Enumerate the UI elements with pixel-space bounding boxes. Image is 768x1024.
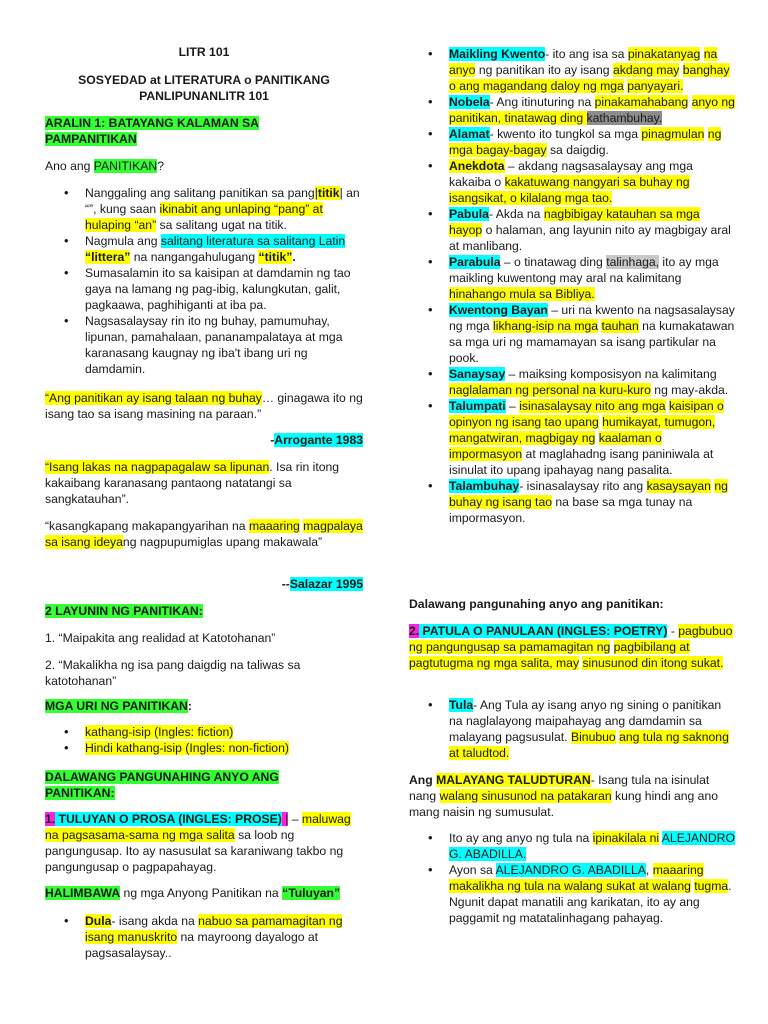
maikling-hl1: pinakatanyag <box>627 47 701 61</box>
malaya-b2-text2: , <box>645 863 653 877</box>
maikling-text1: - ito ang isa sa <box>545 47 628 61</box>
quote-3-hl2: magpalaya sa isang ideya <box>45 519 363 549</box>
maikling-hl4: banghay o ang magandang daloy ng mga <box>449 63 730 93</box>
b2-hl1: salitang literatura sa salitang Latin <box>160 234 346 248</box>
quote-3-text2: ng nagpupumiglas upang makawala” <box>122 535 323 549</box>
quote-1-rest: … ginagawa ito ng isang tao sa isang masining na paraan.” <box>45 391 363 421</box>
quote-2-hl: “Isang lakas na nagpapagalaw sa lipunan <box>45 460 270 474</box>
malaya-b2-hl1: ALEJANDRO G. ABADILLA <box>495 863 646 877</box>
malaya-text1: - Isang tula na isinulat nang <box>409 773 710 803</box>
nobela-hl1: pinakamahabang <box>594 95 689 109</box>
talambuhay-hl1: kasaysayan <box>646 479 711 493</box>
malaya-hl1: walang sinusunod na patakaran <box>439 789 612 803</box>
halimbawa-hl: HALIMBAWA <box>45 886 121 900</box>
talambuhay-text1: - isinasalaysay rito ang <box>519 479 647 493</box>
patula-paragraph <box>409 623 735 671</box>
doc-title-line1: SOSYEDAD at LITERATURA o PANITIKANG <box>78 73 330 87</box>
b1-hl1: ikinabit ang unlaping “pang” at <box>159 202 323 216</box>
malaya-b2-hl4: tugma <box>694 879 729 893</box>
b1-text2: an “”, kung saan <box>85 186 360 216</box>
alamat-text1: - kwento ito tungkol sa mga <box>489 127 642 141</box>
nobela-hl3: kathambuhay. <box>586 111 663 125</box>
author-1-dash: - <box>270 433 275 447</box>
prosa-paragraph <box>45 811 363 875</box>
kwentong-text2: na kumakatawan sa mga uri ng mamamayan sa isang partikular na pook. <box>449 319 735 365</box>
kwentong-text1: – uri na kwento na nagsasalaysay ng mga <box>449 303 735 333</box>
malaya-ang: Ang <box>409 773 437 787</box>
talumpati-term: Talumpati <box>449 399 506 413</box>
author-2-dash: -- <box>281 577 290 591</box>
anyo-heading-a: DALAWANG PANGUNAHING ANYO ANG <box>45 770 279 784</box>
tula-bullets <box>409 697 735 761</box>
dula-text2: na mayroong dayalogo at pagsasalaysay.. <box>85 930 319 960</box>
tula-hl1: Binubuo <box>570 730 616 744</box>
uri-heading-text: MGA URI NG PANITIKAN <box>45 699 188 713</box>
talumpati-hl2: kaisipan o opinyon ng isang tao upang <box>449 399 724 429</box>
anekdota-term: Anekdota <box>449 159 505 173</box>
doc-title-line2: PANLIPUNANLITR 101 <box>139 89 269 103</box>
pabula-hl2: hayop <box>449 223 483 237</box>
b2-hl3: “titik” <box>258 250 293 264</box>
sanaysay-text1: – maiksing komposisyon na kalimitang <box>505 367 717 381</box>
anyo-heading <box>45 769 363 801</box>
pabula-term: Pabula <box>449 207 489 221</box>
b2-text3: . <box>292 250 296 264</box>
maikling-term: Maikling Kwento <box>449 47 546 61</box>
malaya-text2: kung hindi ang ano mang naisin ng sumusulat. <box>409 789 719 819</box>
talambuhay-text2: na base sa mga tunay na impormasyon. <box>449 495 693 525</box>
aralin-heading-b: PAMPANITIKAN <box>45 132 137 146</box>
talumpati-hl1: isinasalaysay nito ang mga <box>519 399 666 413</box>
kwentong-hl1: likhang-isip na mga <box>493 319 599 333</box>
patula-dash: - <box>667 624 675 638</box>
maikling-text2: ng panitikan ito ay isang <box>475 63 613 77</box>
b2-hl2: “littera” <box>85 250 131 264</box>
list-item <box>45 233 363 265</box>
patula-intro: Dalawang pangunahing anyo ang panitikan: <box>409 597 664 611</box>
panitikan-bullets <box>45 185 363 377</box>
quote-3-text1: “kasangkapang makapangyarihan na <box>45 519 249 533</box>
malaya-b2-text3: . Ngunit dapat manatili ang karikatan, ito ay ang paggamit ng matatalinhagang pahayag. <box>449 879 732 925</box>
list-item <box>45 913 363 961</box>
patula-hl3: sinusunod din itong sukat. <box>582 656 724 670</box>
list-item <box>45 185 363 233</box>
layunin-heading <box>45 603 363 619</box>
nobela-hl2: anyo ng panitikan, tinatawag ding <box>449 95 735 125</box>
author-1-name: Arrogante 1983 <box>274 433 363 447</box>
prosa-number: 1. <box>45 812 56 826</box>
list-item <box>409 254 735 302</box>
list-item <box>409 478 735 526</box>
tula-text1: - Ang Tula ay isang anyo ng sining o panitikan na naglalayong maipahayag ang damdamin sa malayang pagsusulat. <box>449 698 722 744</box>
aralin-heading-a: ARALIN 1: BATAYANG KALAMAN SA <box>45 116 259 130</box>
dula-text1: - isang akda na <box>111 914 199 928</box>
talumpati-hl3: humikayat, tumugon, mangatwiran, magbigay ng <box>449 415 716 445</box>
maikling-hl3: akdang may <box>612 63 680 77</box>
pabula-hl1: nagbibigay katauhan sa mga <box>543 207 700 221</box>
question-pre: Ano ang <box>45 159 94 173</box>
uri-heading-colon: : <box>187 699 192 713</box>
uri-item-1: kathang-isip (Ingles: fiction) <box>85 725 234 739</box>
layunin-item-1: 1. “Maipakita ang realidad at Katotohanan” <box>45 631 276 645</box>
halimbawa-line <box>45 885 363 901</box>
talumpati-text1: – <box>505 399 520 413</box>
malaya-bullets <box>409 830 735 926</box>
author-2-name: Salazar 1995 <box>289 577 363 591</box>
talumpati-text2: at maglahadng isang paniniwala at isinulat ito upang ipahayag nang pasalita. <box>449 447 714 477</box>
list-item <box>409 158 735 206</box>
quote-1-hl: “Ang panitikan ay isang talaan ng buhay <box>45 391 262 405</box>
patula-hl2: pagbibilang at pagtutugma ng mga salita, may <box>409 640 690 670</box>
quote-3-hl1: maaaring <box>248 519 300 533</box>
alamat-hl1: pinagmulan <box>641 127 705 141</box>
dula-hl1: nabuo sa pamamagitan ng <box>198 914 343 928</box>
patula-heading: PATULA O PANULAAN (INGLES: POETRY) <box>419 624 668 638</box>
quote-3 <box>45 518 363 550</box>
list-item <box>409 398 735 478</box>
pabula-text2: o halaman, ang layunin nito ay magbigay aral at manlibang. <box>449 223 731 253</box>
parabula-hl1: talinhaga, <box>606 255 660 269</box>
maikling-hl5: panyayari. <box>627 79 684 93</box>
sanaysay-text2: ng may-akda. <box>650 383 729 397</box>
b1-titik: titik <box>317 186 340 200</box>
list-item: • Nagsasalaysay rin ito ng buhay, pamumuhay, lipunan, pamahalaan, pananampalataya at mga karanasang kaugnay ng iba't ibang uri ng damdamin. <box>45 313 363 377</box>
list-item <box>45 724 363 740</box>
anekdota-hl1: kakatuwang nangyari sa buhay ng <box>504 175 690 189</box>
kwentong-hl2: tauhan <box>601 319 639 333</box>
question-hl: PANITIKAN <box>93 159 158 173</box>
list-item <box>45 740 363 756</box>
malaya-b1-text1: Ito ay ang anyo ng tula na <box>449 831 593 845</box>
prosa-rest: sa loob ng pangungusap. Ito ay nasusulat sa karaniwang takbo ng pangungusap o pagpapahayag. <box>45 828 344 874</box>
sanaysay-term: Sanaysay <box>449 367 506 381</box>
malaya-b1-hl2: ALEJANDRO G. ABADILLA. <box>449 831 735 861</box>
list-item <box>409 366 735 398</box>
prosa-hl1: maluwag <box>301 812 351 826</box>
patula-number: 2. <box>409 624 420 638</box>
malaya-b1-hl1: ipinakilala ni <box>592 831 660 845</box>
alamat-term: Alamat <box>449 127 490 141</box>
parabula-text1: – o tinatawag ding <box>500 255 607 269</box>
layunin-item-2: 2. “Makalikha ng isa pang daigdig na taliwas sa katotohanan” <box>45 658 301 688</box>
dula-hl2: isang manuskrito <box>85 930 178 944</box>
list-item <box>409 94 735 126</box>
aralin-heading <box>45 115 363 147</box>
anekdota-hl2: isangsikat, o kilalang mga tao. <box>449 191 613 205</box>
uri-heading <box>45 698 363 714</box>
list-item <box>409 862 735 926</box>
b1-text1: Nanggaling ang salitang panitikan sa pang <box>85 186 315 200</box>
malaya-b2-hl3: makalikha ng tula na walang sukat at walang <box>449 879 691 893</box>
alamat-hl2: ng mga bagay-bagay <box>449 127 722 157</box>
dula-term: Dula <box>85 914 112 928</box>
author-2 <box>45 576 363 592</box>
b1-hl2: hulaping “an” <box>85 218 157 232</box>
b2-text1: Nagmula ang <box>85 234 161 248</box>
malaya-heading: MALAYANG TALUDTURAN <box>436 773 591 787</box>
anekdota-text1: – akdang nagsasalaysay ang mga kakaiba o <box>449 159 693 189</box>
list-item <box>409 206 735 254</box>
malaya-paragraph <box>409 772 735 820</box>
prosa-hl2: na pagsasama-sama ng mga salita <box>45 828 235 842</box>
question <box>45 158 363 174</box>
talumpati-hl4: kaalaman o impormasyon <box>449 431 662 461</box>
quote-2-rest: . Isa rin itong kakaibang karanasang pantaong natatangi sa sangkatauhan”. <box>45 460 340 506</box>
talambuhay-term: Talambuhay <box>449 479 520 493</box>
parabula-term: Parabula <box>449 255 501 269</box>
quote-2 <box>45 459 363 507</box>
b1-bar1: | <box>314 186 318 200</box>
anyo-list <box>409 46 735 526</box>
pabula-text1: - Akda na <box>488 207 544 221</box>
list-item: • Sumasalamin ito sa kaisipan at damdamin ng tao gaya na lamang ng pag-ibig, kalungkutan, galit, pagkaawa, paghihiganti at iba pa. <box>45 265 363 313</box>
list-item <box>409 302 735 366</box>
patula-hl1: pagbubuo ng pangungusap sa pamamagitan ng <box>409 624 733 654</box>
quote-1 <box>45 390 363 422</box>
b1-bar2: | <box>339 186 343 200</box>
b1-text3: sa salitang ugat na titik. <box>156 218 287 232</box>
tula-hl2: ang tula ng saknong at taludtod. <box>449 730 729 760</box>
prosa-heading: TULUYAN O PROSA (INGLES: PROSE) <box>55 812 282 826</box>
list-item <box>409 697 735 761</box>
prosa-dash: – <box>288 812 302 826</box>
sanaysay-hl1: naglalaman ng personal na kuru-kuro <box>449 383 651 397</box>
malaya-b2-hl2: maaaring <box>652 863 704 877</box>
alamat-text2: sa daigdig. <box>546 143 609 157</box>
tula-term: Tula <box>449 698 474 712</box>
anyo-heading-b: PANITIKAN: <box>45 786 115 800</box>
nobela-term: Nobela <box>449 95 490 109</box>
list-item <box>409 46 735 94</box>
layunin-heading-text: 2 LAYUNIN NG PANITIKAN: <box>45 604 203 618</box>
course-code: LITR 101 <box>178 45 230 59</box>
uri-item-2: Hindi kathang-isip (Ingles: non-fiction) <box>85 741 289 755</box>
list-item <box>409 126 735 158</box>
question-post: ? <box>157 159 165 173</box>
parabula-hl2: hinahango mula sa Bibliya. <box>449 287 595 301</box>
nobela-text1: - Ang itinuturing na <box>489 95 595 109</box>
dula-bullets <box>45 913 363 961</box>
parabula-text2: ito ay mga maikling kuwentong may aral na kalimitang <box>449 255 719 285</box>
talambuhay-hl2: ng buhay ng isang tao <box>449 479 728 509</box>
halimbawa-text: ng mga Anyong Panitikan na <box>120 886 283 900</box>
author-1 <box>45 432 363 448</box>
prosa-bar: | <box>281 812 289 826</box>
malaya-b2-text1: Ayon sa <box>449 863 496 877</box>
b2-text2: na nangangahulugang <box>130 250 259 264</box>
tuluyan-hl: “Tuluyan” <box>282 886 341 900</box>
list-item <box>409 830 735 862</box>
uri-bullets <box>45 724 363 756</box>
kwentong-term: Kwentong Bayan <box>449 303 548 317</box>
maikling-hl2: na anyo <box>449 47 718 77</box>
